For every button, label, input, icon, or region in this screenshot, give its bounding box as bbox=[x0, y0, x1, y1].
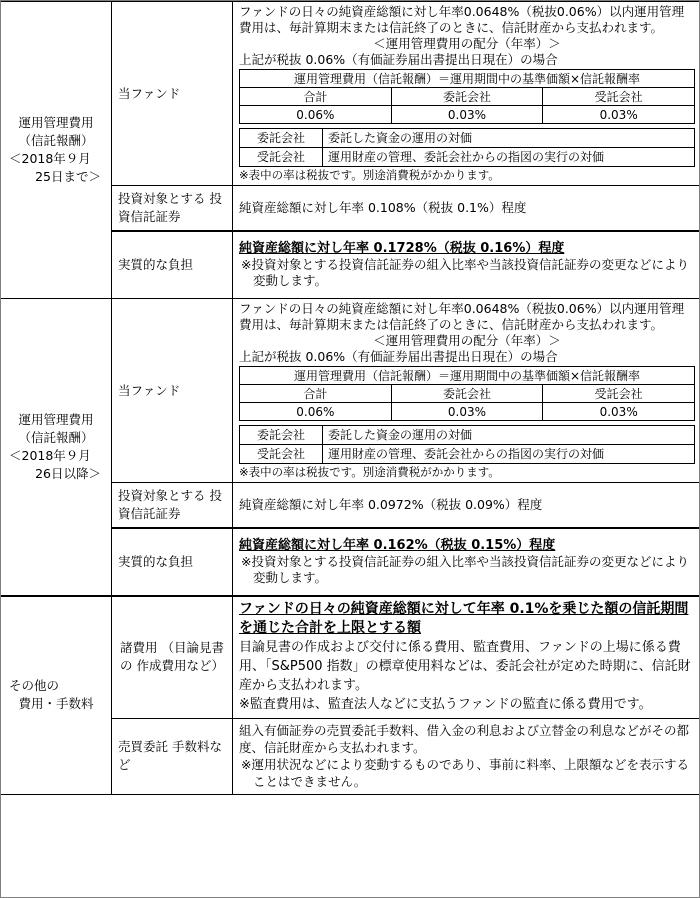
fee-table bbox=[1, 1, 699, 795]
label-line: 投資対象とする bbox=[118, 487, 206, 503]
category-line: その他の bbox=[9, 678, 60, 693]
section1-fund-row bbox=[1, 2, 699, 186]
role-name: 委託会社 bbox=[240, 426, 323, 445]
fund-description: ファンドの日々の純資産総額に対し年率0.0648%（税抜0.06%）以内運用管理費用は、毎計算期末または信託終了のときに、信託財産から支払われます。 bbox=[239, 301, 685, 332]
roles-table bbox=[239, 128, 695, 167]
section1-effective-detail bbox=[233, 231, 700, 299]
allocation-formula: 運用管理費用（信託報酬）＝運用期間中の基準価額×信託報酬率 bbox=[240, 70, 695, 88]
effective-note: ※投資対象とする投資信託証券の組入比率や当該投資信託証券の変更などにより変動します。 bbox=[241, 554, 689, 585]
label-line: 投資対象とする bbox=[118, 190, 206, 206]
allocation-table bbox=[239, 69, 695, 124]
section3-misc-label bbox=[112, 596, 233, 719]
section1-effective-label: 実質的な負担 bbox=[112, 231, 233, 299]
allocation-rate: 0.03% bbox=[543, 106, 695, 124]
label-line: 投資信託証券 bbox=[118, 190, 223, 224]
misc-headline: ファンドの日々の純資産総額に対して年率 0.1%を乗じた額の信託期間を通じた合計を上限とする額 bbox=[239, 600, 689, 636]
section2-fund-label: 当ファンド bbox=[112, 299, 233, 483]
category-line: 25日まで＞ bbox=[35, 169, 101, 184]
section2-invest-detail: 純資産総額に対し年率 0.0972%（税抜 0.09%）程度 bbox=[233, 483, 700, 528]
trading-description: 組入有価証券の売買委託手数料、借入金の利息および立替金の利息などがその都度、信託財産から支払われます。 bbox=[239, 723, 690, 755]
label-line: 作成費用など） bbox=[136, 658, 224, 673]
section1-fund-label: 当ファンド bbox=[112, 2, 233, 186]
category-line: 運用管理費用 bbox=[18, 115, 94, 130]
tax-note: ※表中の率は税抜です。別途消費税がかかります。 bbox=[239, 465, 500, 479]
allocation-table bbox=[239, 366, 695, 421]
section2-fund-row bbox=[1, 299, 699, 483]
roles-table bbox=[239, 425, 695, 464]
fund-description: ファンドの日々の純資産総額に対し年率0.0648%（税抜0.06%）以内運用管理費用は、毎計算期末または信託終了のときに、信託財産から支払われます。 bbox=[239, 4, 685, 35]
allocation-header: 委託会社 bbox=[391, 385, 543, 403]
category-line: 運用管理費用 bbox=[18, 411, 94, 427]
allocation-header: 合計 bbox=[240, 88, 392, 106]
section1-invest-detail: 純資産総額に対し年率 0.108%（税抜 0.1%）程度 bbox=[233, 186, 700, 231]
category-line: ＜2018年９月 bbox=[9, 447, 91, 463]
section1-invest-label bbox=[112, 186, 233, 231]
section2-category-cell bbox=[1, 299, 112, 596]
allocation-title: ＜運用管理費用の配分（年率）＞ bbox=[373, 333, 561, 348]
allocation-rate: 0.03% bbox=[391, 106, 543, 124]
role-desc: 委託した資金の運用の対価 bbox=[323, 426, 695, 445]
category-line: 26日以降＞ bbox=[35, 465, 101, 481]
effective-note: ※投資対象とする投資信託証券の組入比率や当該投資信託証券の変更などにより変動します。 bbox=[241, 257, 689, 289]
allocation-formula: 運用管理費用（信託報酬）＝運用期間中の基準価額×信託報酬率 bbox=[240, 367, 695, 385]
misc-description: 目論見書の作成および交付に係る費用、監査費用、ファンドの上場に係る費用、「S&P500 指数」の標章使用料などは、委託会社が定めた時期に、信託財産から支払われます。 bbox=[239, 639, 691, 693]
role-desc: 運用財産の管理、委託会社からの指図の実行の対価 bbox=[323, 445, 695, 464]
allocation-basis: 上記が税抜 0.06%（有価証券届出書提出日現在）の場合 bbox=[239, 349, 558, 364]
role-name: 委託会社 bbox=[240, 129, 323, 148]
tax-note: ※表中の率は税抜です。別途消費税がかかります。 bbox=[239, 168, 500, 182]
label-line: 手数料など bbox=[118, 739, 223, 772]
category-line: （信託報酬） bbox=[18, 429, 94, 445]
role-desc: 委託した資金の運用の対価 bbox=[323, 129, 695, 148]
section3-trading-detail bbox=[233, 718, 700, 794]
section1-fund-detail bbox=[233, 2, 700, 186]
role-name: 受託会社 bbox=[240, 148, 323, 167]
section3-misc-row bbox=[1, 596, 699, 719]
category-line: ＜2018年９月 bbox=[9, 151, 91, 166]
allocation-rate: 0.03% bbox=[391, 403, 543, 421]
effective-headline: 純資産総額に対し年率 0.1728%（税抜 0.16%）程度 bbox=[239, 241, 565, 257]
allocation-header: 受託会社 bbox=[543, 385, 695, 403]
section2-invest-label bbox=[112, 483, 233, 528]
allocation-rate: 0.03% bbox=[543, 403, 695, 421]
allocation-rate: 0.06% bbox=[240, 403, 392, 421]
section2-fund-detail bbox=[233, 299, 700, 483]
section2-effective-label: 実質的な負担 bbox=[112, 528, 233, 596]
trading-note: ※運用状況などにより変動するものであり、事前に料率、上限額などを表示することはできません。 bbox=[241, 757, 689, 789]
allocation-rate: 0.06% bbox=[240, 106, 392, 124]
allocation-header: 合計 bbox=[240, 385, 392, 403]
label-line: （目論見書の bbox=[119, 640, 224, 673]
section3-category-cell bbox=[1, 596, 112, 795]
category-line: 費用・手数料 bbox=[18, 696, 94, 711]
section2-effective-detail bbox=[233, 528, 700, 596]
section3-misc-detail bbox=[233, 596, 700, 719]
allocation-header: 委託会社 bbox=[391, 88, 543, 106]
role-name: 受託会社 bbox=[240, 445, 323, 464]
misc-note: ※監査費用は、監査法人などに支払うファンドの監査に係る費用です。 bbox=[239, 696, 652, 712]
allocation-title: ＜運用管理費用の配分（年率）＞ bbox=[373, 36, 561, 51]
section1-category-cell bbox=[1, 2, 112, 299]
label-line: 売買委託 bbox=[118, 739, 169, 754]
label-line: 投資信託証券 bbox=[118, 487, 223, 521]
allocation-header: 受託会社 bbox=[543, 88, 695, 106]
role-desc: 運用財産の管理、委託会社からの指図の実行の対価 bbox=[323, 148, 695, 167]
allocation-basis: 上記が税抜 0.06%（有価証券届出書提出日現在）の場合 bbox=[239, 52, 558, 67]
effective-headline: 純資産総額に対し年率 0.162%（税抜 0.15%）程度 bbox=[239, 538, 556, 553]
section3-trading-label bbox=[112, 718, 233, 794]
label-line: 諸費用 bbox=[119, 640, 158, 655]
category-line: （信託報酬） bbox=[18, 133, 94, 148]
